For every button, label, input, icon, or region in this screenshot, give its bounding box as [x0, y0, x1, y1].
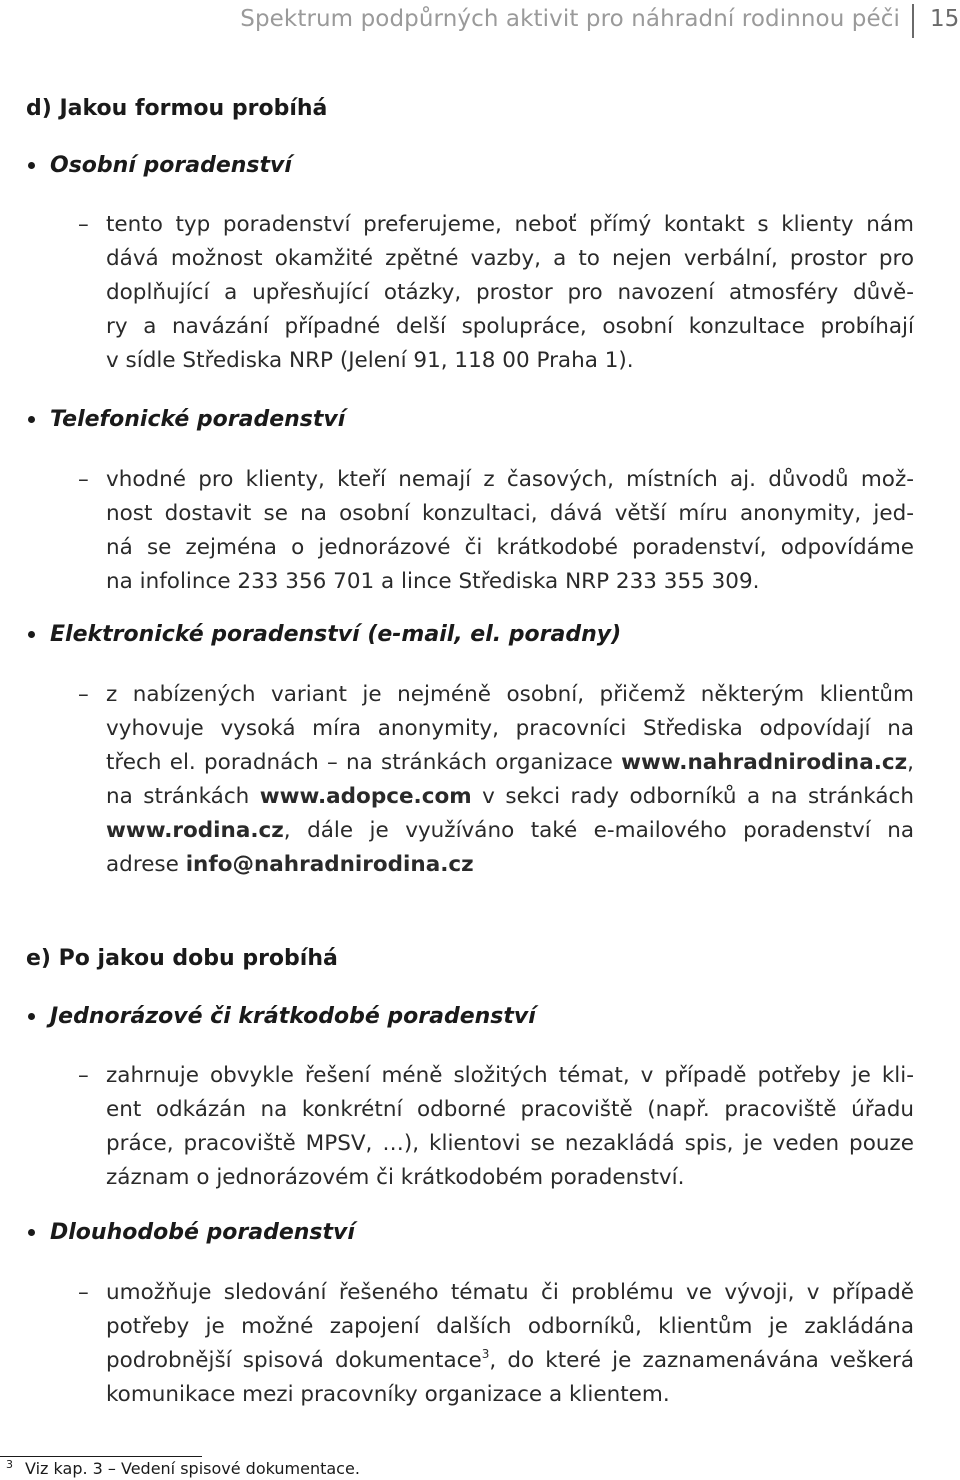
text-segment: , dále je využíváno také e-mailového poradenství na [283, 817, 914, 843]
text-line: záznam o jednorázovém či krátkodobém poradenství. [106, 1164, 685, 1190]
text-line [106, 814, 914, 848]
dash-marker: – [78, 1280, 89, 1305]
paragraph-osobni [78, 208, 914, 378]
dash-marker: – [78, 212, 89, 237]
text-line: doplňující a upřesňující otázky, prostor pro navození atmosféry důvě- [106, 279, 914, 305]
bullet-dot [28, 1013, 35, 1020]
bullet-label: Telefonické poradenství [50, 407, 346, 432]
text-line [106, 848, 914, 882]
text-line: ent odkázán na konkrétní odborné pracoviště (např. pracoviště úřadu [106, 1096, 914, 1122]
text-line: z nabízených variant je nejméně osobní, přičemž některým klientům [106, 682, 914, 707]
website-link-rodina[interactable]: www.rodina.cz [106, 817, 284, 843]
bullet-label: Osobní poradenství [50, 153, 292, 178]
text-segment: adrese [106, 851, 186, 877]
bullet-elektronicke [28, 622, 928, 647]
text-line [106, 1344, 914, 1378]
footnote-marker: 3 [6, 1458, 13, 1471]
bullet-label: Elektronické poradenství (e-mail, el. poradny) [50, 622, 622, 647]
bullet-dot [28, 162, 35, 169]
text-line: nost dostavit se na osobní konzultaci, dává větší míru anonymity, jed- [106, 500, 914, 526]
text-line [106, 780, 914, 814]
text-line: v sídle Střediska NRP (Jelení 91, 118 00 Praha 1). [106, 347, 634, 373]
bullet-dot [28, 1229, 35, 1236]
bullet-label: Dlouhodobé poradenství [50, 1220, 355, 1245]
text-line: umožňuje sledování řešeného tématu či problému ve vývoji, v případě [106, 1280, 914, 1305]
website-link-nahradnirodina[interactable]: www.nahradnirodina.cz [621, 749, 908, 775]
running-title: Spektrum podpůrných aktivit pro náhradní rodinnou péči [240, 6, 900, 32]
text-line: tento typ poradenství preferujeme, neboť přímý kontakt s klienty nám [106, 212, 914, 237]
paragraph-dlouhodobe [78, 1276, 914, 1412]
bullet-dot [28, 631, 35, 638]
text-line: vyhovuje vysoká míra anonymity, pracovníci Střediska odpovídají na [106, 715, 914, 741]
bullet-dot [28, 416, 35, 423]
footnote [6, 1459, 360, 1478]
text-line: dává možnost okamžité zpětné vazby, a to nejen verbální, prostor pro [106, 245, 914, 271]
section-e-heading: e) Po jakou dobu probíhá [26, 946, 338, 971]
text-segment: v sekci rady odborníků a na stránkách [471, 783, 914, 809]
text-line: komunikace mezi pracovníky organizace a klientem. [106, 1381, 670, 1407]
text-segment: podrobnější spisová dokumentace [106, 1347, 482, 1373]
text-segment: , [907, 749, 914, 775]
email-link[interactable]: info@nahradnirodina.cz [185, 851, 474, 877]
bullet-jednorazove [28, 1004, 928, 1029]
page-number: 15 [930, 6, 960, 32]
text-segment: třech el. poradnách – na stránkách organizace [106, 749, 622, 775]
paragraph-elektronicke [78, 678, 914, 881]
dash-marker: – [78, 1063, 89, 1088]
text-line: zahrnuje obvykle řešení méně složitých témat, v případě potřeby je kli- [106, 1063, 914, 1088]
footnote-text: Viz kap. 3 – Vedení spisové dokumentace. [25, 1459, 360, 1478]
bullet-osobni [28, 153, 928, 178]
page-header [0, 4, 960, 44]
paragraph-jednorazove [78, 1059, 914, 1195]
text-segment: na stránkách [106, 783, 260, 809]
text-line: ry a navázání případné delší spolupráce, osobní konzultace probíhají [106, 313, 914, 339]
text-line: potřeby je možné zapojení dalších odborníků, klientům je zakládána [106, 1313, 914, 1339]
bullet-dlouhodobe [28, 1220, 928, 1245]
footnote-reference[interactable]: 3 [481, 1346, 490, 1361]
text-line: vhodné pro klienty, kteří nemají z časových, místních aj. důvodů mož- [106, 467, 914, 492]
text-line [106, 746, 914, 780]
text-line: práce, pracoviště MPSV, …), klientovi se nezakládá spis, je veden pouze [106, 1130, 914, 1156]
website-link-adopce[interactable]: www.adopce.com [259, 783, 472, 809]
text-line: na infolince 233 356 701 a lince Střediska NRP 233 355 309. [106, 568, 760, 594]
dash-marker: – [78, 682, 89, 707]
paragraph-telefonicke [78, 463, 914, 599]
header-divider [912, 4, 914, 38]
bullet-telefonicke [28, 407, 928, 432]
dash-marker: – [78, 467, 89, 492]
text-segment: , do které je zaznamenávána veškerá [489, 1347, 914, 1373]
section-d-heading: d) Jakou formou probíhá [26, 96, 328, 121]
text-line: ná se zejména o jednorázové či krátkodobé poradenství, odpovídáme [106, 534, 914, 560]
bullet-label: Jednorázové či krátkodobé poradenství [50, 1004, 536, 1029]
footnote-divider [0, 1456, 202, 1457]
